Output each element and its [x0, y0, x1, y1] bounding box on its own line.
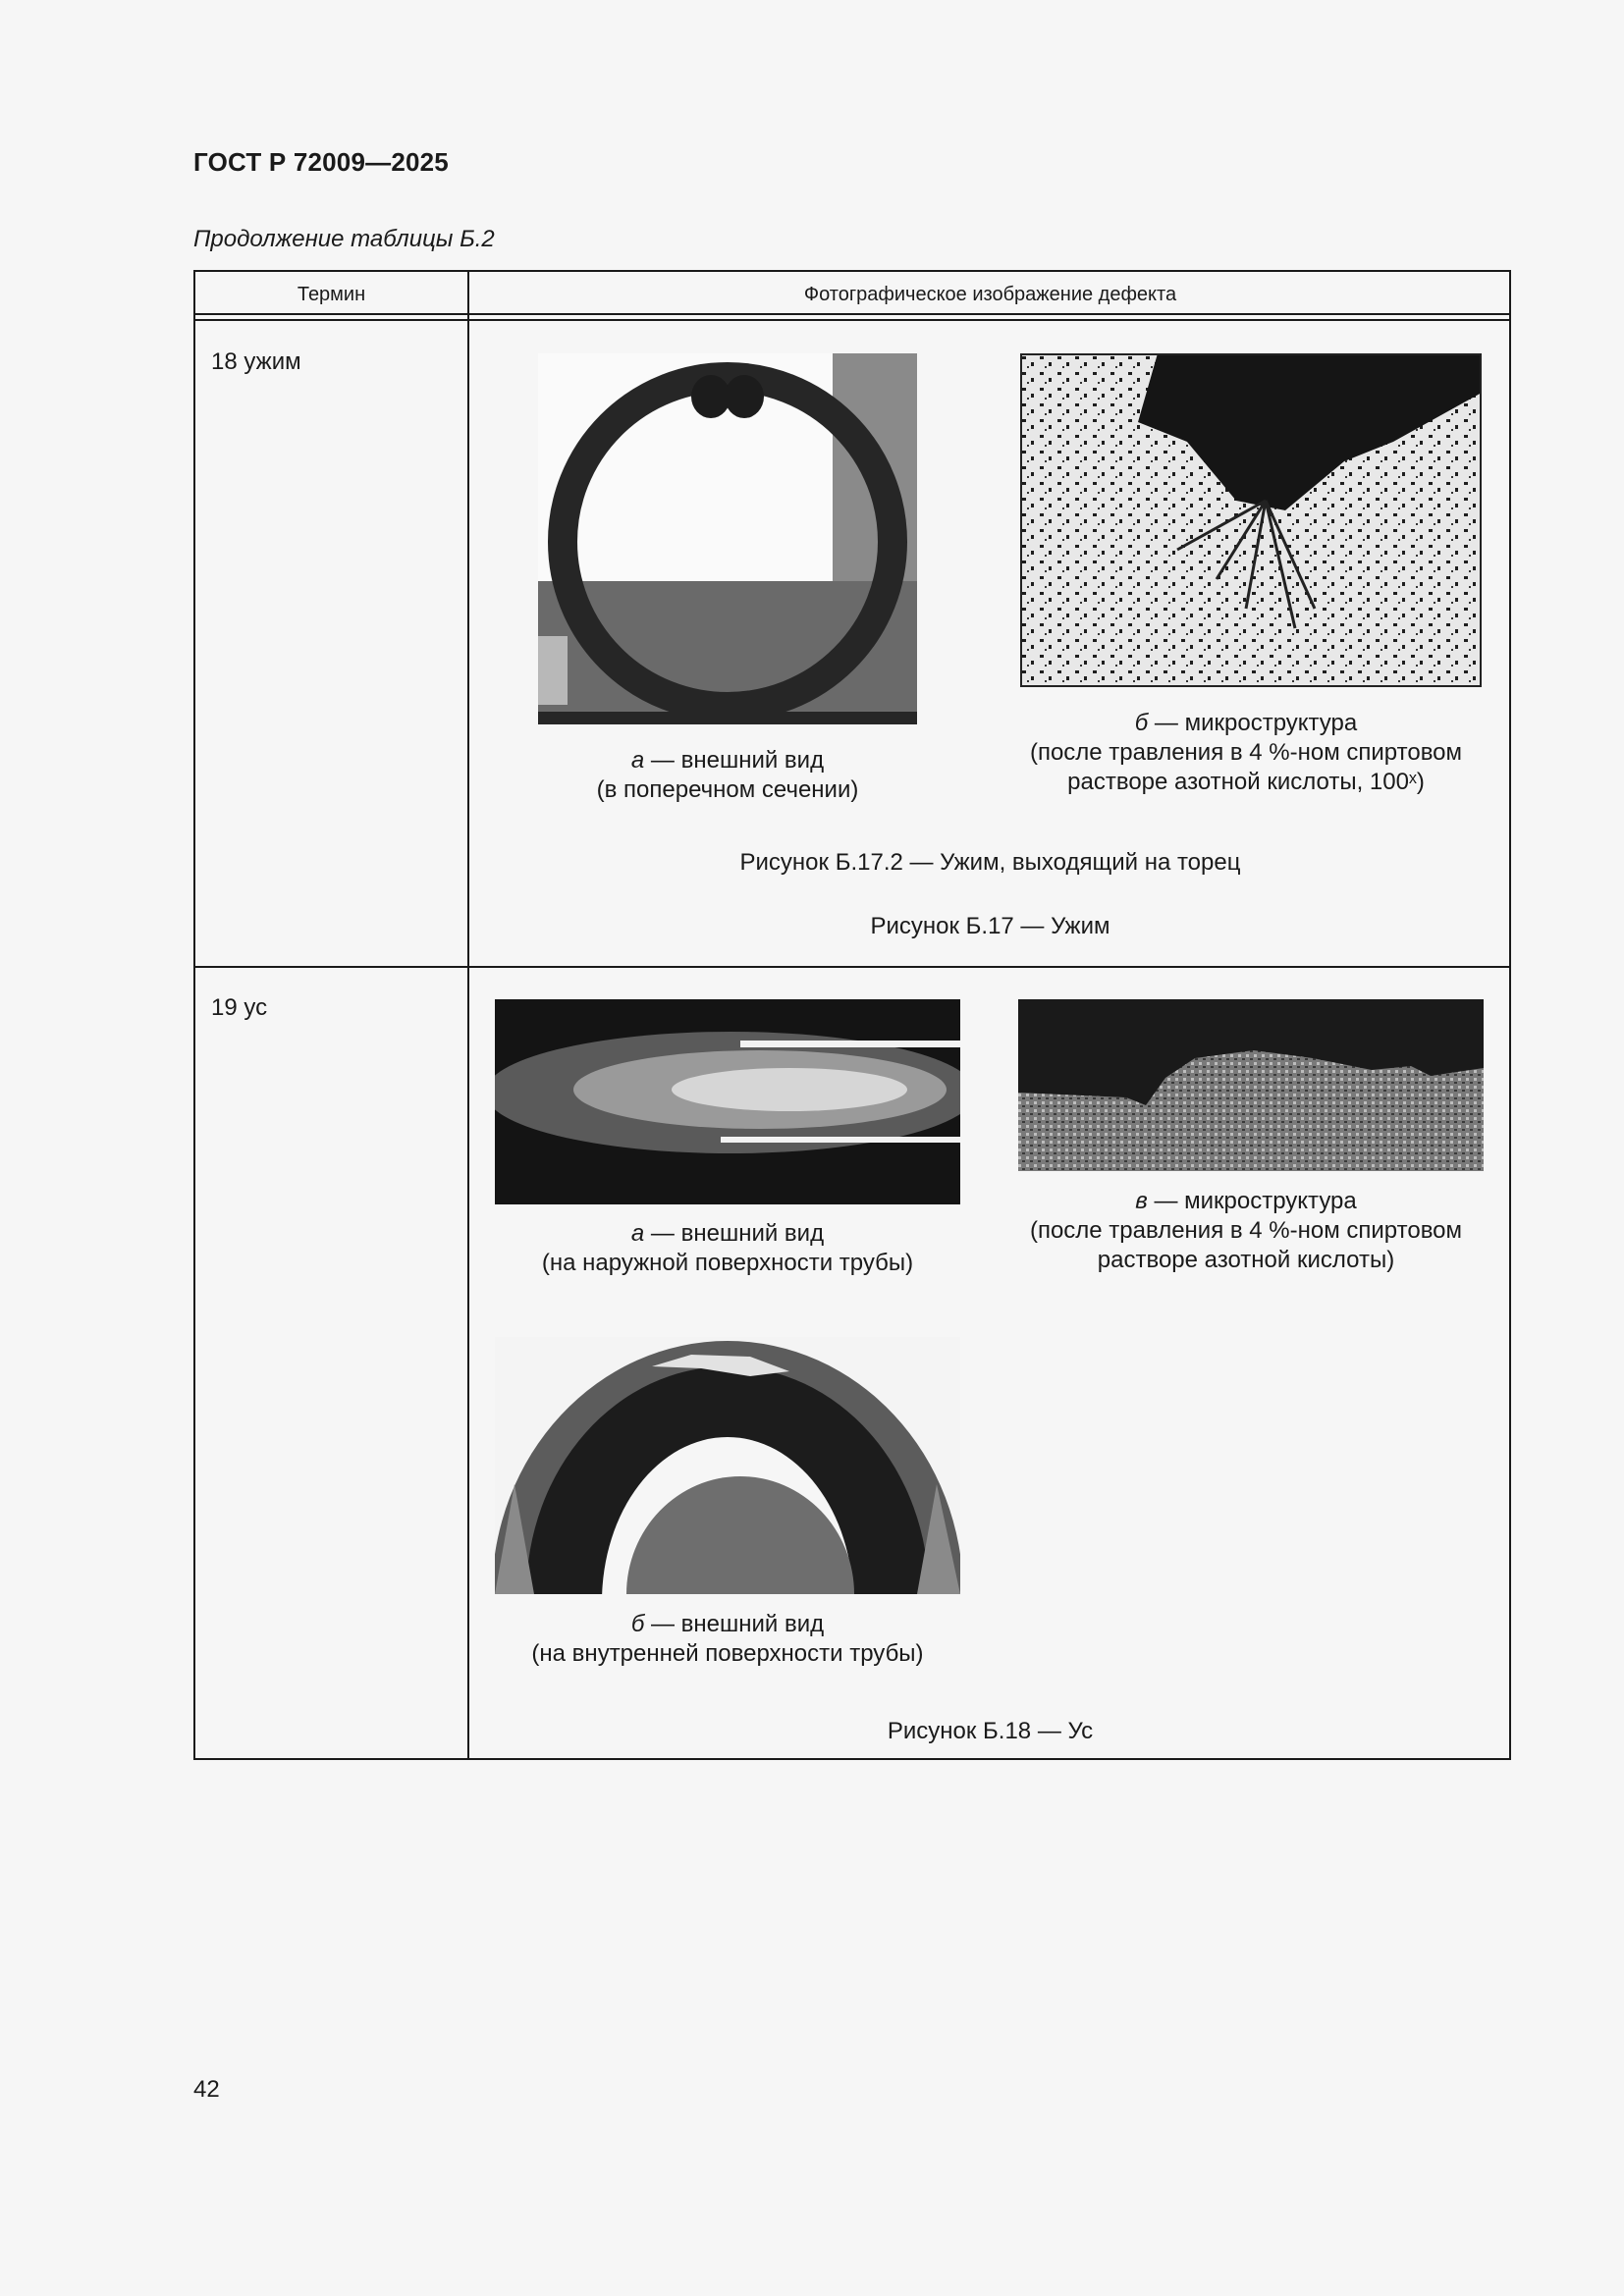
- term-18-uzhim: 18 ужим: [211, 348, 301, 375]
- header-divider-2: [195, 319, 1509, 321]
- figure-b17-caption: Рисунок Б.17 — Ужим: [870, 913, 1110, 939]
- photo-uzhim-microstructure: [1020, 353, 1482, 687]
- page-number: 42: [193, 2076, 220, 2103]
- caption-us-a: а — внешний вид (на наружной поверхности трубы): [541, 1220, 914, 1276]
- row-divider: [195, 966, 1509, 968]
- figure-b17-2-caption: Рисунок Б.17.2 — Ужим, выходящий на торец: [739, 849, 1241, 876]
- header-divider-1: [195, 313, 1509, 315]
- standard-title: ГОСТ Р 72009—2025: [193, 147, 449, 177]
- caption-uzhim-b: б — микроструктура (после травления в 4 %-ном спиртовом растворе азотной кислоты, 100ˣ): [1029, 710, 1463, 795]
- caption-us-v: в — микроструктура (после травления в 4 %-ном спиртовом растворе азотной кислоты): [1029, 1188, 1463, 1273]
- photo-uzhim-cross-section: [538, 353, 917, 724]
- photo-us-inner-surface: [495, 1337, 960, 1594]
- caption-uzhim-a: а — внешний вид (в поперечном сечении): [596, 747, 859, 803]
- photo-us-outer-surface: [495, 999, 960, 1204]
- caption-us-b: б — внешний вид (на внутренней поверхности трубы): [531, 1611, 924, 1667]
- column-divider: [467, 272, 469, 1758]
- column-header-photo: Фотографическое изображение дефекта: [803, 284, 1177, 305]
- defects-table: [193, 270, 1511, 1760]
- figure-b18-caption: Рисунок Б.18 — Ус: [887, 1718, 1094, 1744]
- column-header-term: Термин: [297, 284, 366, 305]
- term-19-us: 19 ус: [211, 994, 268, 1021]
- table-continuation-title: Продолжение таблицы Б.2: [193, 226, 495, 252]
- photo-us-microstructure: [1018, 999, 1484, 1171]
